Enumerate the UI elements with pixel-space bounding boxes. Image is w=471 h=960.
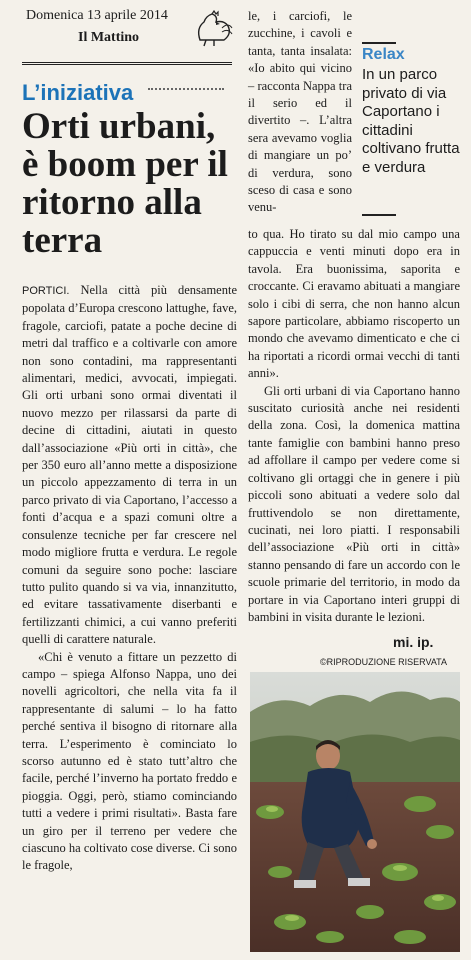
headline: Orti urbani, è boom per il ritorno alla terra — [22, 106, 228, 261]
paragraph-1-text: Nella città più densamente popolata d’Europa crescono lattughe, fave, fragole, carciofi, patate a poche decine di metri dal traffico e a coltivarle con amore non sono contadini, ma rappresentanti alimentari, medici, avvocati, impiegati. Gli orti urbani sono ormai diventati il nuovo mezzo per rilassarsi da parte di decine di cittadini, aiutati in questo dall’associazione «Più orti in città», che per 350 euro all’anno mette a disposizione un piccolo appezzamento di terra in un parco privato di via Caportano, l’accesso a fonti d’acqua e a spazi comuni oltre a consulenze tecniche per far crescere nel modo migliore frutta e verdura. Le regole comuni da seguire sono poche: lasciare tutto pulito quando si va via, innanzitutto, ed evitare tassativamente diserbanti e fertilizzanti chimici, a cui vanno preferiti quelli di carattere naturale. — [22, 283, 237, 647]
paragraph-3: to qua. Ho tirato su dal mio campo una cappuccia e venti minuti dopo era in tavola. Era buonissima, saporita e croccante. Ci eravamo abituati a mangiare solo i cibi di serra, che non hanno alcun sapore particolare, abbiamo riscoperto un mondo che avevamo dimenticato e che ci ha riportati a ricordi ormai vecchi di tanti anni». — [248, 227, 460, 381]
author-signature: mi. ip. — [393, 634, 434, 650]
article-column-2 — [248, 226, 460, 626]
article-column-2-top: le, i carciofi, le zucchine, i cavoli e tanta, tanta insalata: «Io abito qui vicino – racconta Nappa tra il serio ed il divertito –. L’altra sera avevamo voglia di mangiare un po’ di verdura, sono sceso di casa e sono venu- — [248, 9, 352, 215]
section-dotted-rule — [148, 88, 224, 90]
section-label: L’iniziativa — [22, 80, 134, 105]
paragraph-4: Gli orti urbani di via Caportano hanno suscitato curiosità anche nei residenti della zona. Così, la domenica mattina tante famiglie con bambini hanno preso ad affollare il campo per vedere come si coltivano gli ortaggi che in genere i più piccoli sono abituati a vedere solo dal fruttivendolo se non direttamente, cucinati, nei loro piatti. I responsabili dell’associazione «Più orti in città» stanno pensando di fare un accordo con le scuole primarie del territorio, in modo da portare in via Caportano interi gruppi di bambini in visita durante le lezioni. — [248, 383, 460, 624]
paragraph-2: «Chi è venuto a fittare un pezzetto di campo – spiega Alfonso Nappa, uno dei novelli agricoltori, che nella vita fa il rappresentante di salumi – lo ha fatto perché sentiva il bisogno di ritornare alla terra. L’esperimento è cominciato lo scorso autunno ed è stato tutt’altro che facile, perché l’inverno ha portato freddo e pioggia. Oggi, però, stiamo cominciando tutti a vedere i primi risultati». Basta fare un giro per il terreno per vedere che ciascuno ha coltivato cose diverse. Ci sono le fragole, — [22, 649, 237, 873]
dateline: PORTICI. — [22, 285, 70, 297]
relax-caption: In un parco privato di via Caportano i cittadini coltivano frutta e verdura — [362, 66, 460, 176]
garden-photo — [250, 672, 460, 952]
masthead-divider — [22, 62, 232, 65]
copyright-notice: ©RIPRODUZIONE RISERVATA — [320, 657, 447, 667]
relax-rule-top — [362, 42, 396, 44]
relax-title: Relax — [362, 46, 405, 63]
issue-date: Domenica 13 aprile 2014 — [26, 8, 168, 23]
rooster-icon — [192, 10, 234, 48]
relax-rule-bottom — [362, 214, 396, 216]
paragraph-1 — [22, 282, 237, 649]
article-column-1 — [22, 282, 237, 875]
newspaper-name: Il Mattino — [78, 30, 140, 45]
